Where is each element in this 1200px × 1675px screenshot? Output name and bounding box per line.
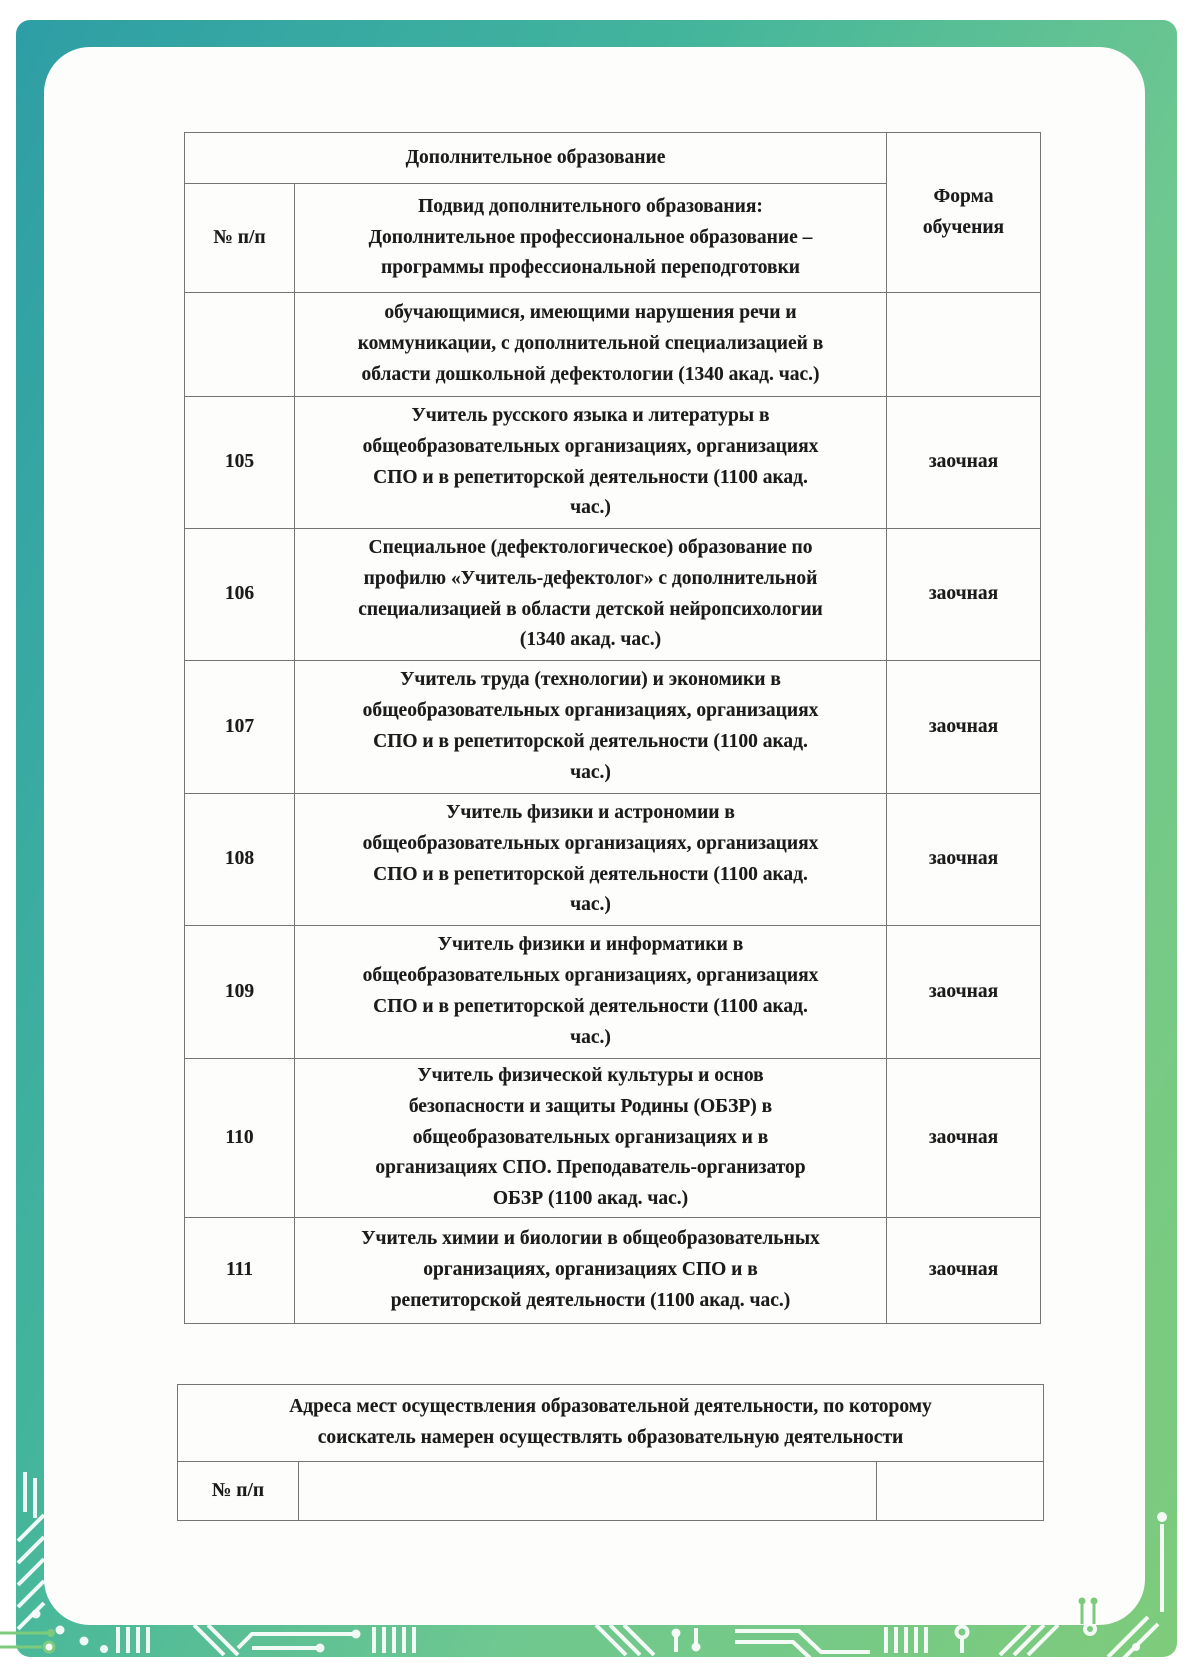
form-cell: заочная (887, 1217, 1041, 1323)
program-cell: Учитель русского языка и литературы в общеобразовательных организациях, организациях СПО и в репетиторской деятельности (1100 акад. час.) (295, 397, 887, 529)
program-cell: Учитель химии и биологии в общеобразовательных организациях, организациях СПО и в репетиторской деятельности (1100 акад. час.) (295, 1217, 887, 1323)
program-cell: обучающимися, имеющими нарушения речи и коммуникации, с дополнительной специализацией в области дошкольной дефектологии (1340 акад. час.) (295, 293, 887, 397)
form-cell: заочная (887, 529, 1041, 661)
program-cell: Специальное (дефектологическое) образование по профилю «Учитель-дефектолог» с дополнительной специализацией в области детской нейропсихологии (1340 акад. час.) (295, 529, 887, 661)
table-row (178, 1462, 1044, 1521)
section-title-cell: Дополнительное образование (185, 133, 887, 184)
row-number-cell: 106 (185, 529, 295, 661)
form-cell: заочная (887, 1059, 1041, 1218)
form-header-cell: Форма обучения (887, 133, 1041, 293)
table-row (185, 1059, 1041, 1218)
table-row-title (178, 1385, 1044, 1462)
form-cell: заочная (887, 397, 1041, 529)
form-cell: заочная (887, 661, 1041, 794)
row-number-cell: 109 (185, 926, 295, 1059)
program-cell: Учитель физической культуры и основ безопасности и защиты Родины (ОБЗР) в общеобразовательных организациях и в организациях СПО. Преподаватель-организатор ОБЗР (1100 акад. час.) (295, 1059, 887, 1218)
row-number-cell: 111 (185, 1217, 295, 1323)
addresses-title-cell: Адреса мест осуществления образовательной деятельности, по которому соискатель намерен осуществлять образовательную деятельности (178, 1385, 1044, 1462)
education-programs-table (184, 132, 1041, 1324)
row-number-cell: 110 (185, 1059, 295, 1218)
row-number-cell: 105 (185, 397, 295, 529)
table-row-title (185, 133, 1041, 184)
circuit-traces-green-margin (0, 1604, 1094, 1652)
table-row (185, 1217, 1041, 1323)
form-cell: заочная (887, 794, 1041, 926)
row-number-cell: 107 (185, 661, 295, 794)
row-number-cell (185, 293, 295, 397)
row-number-cell: 108 (185, 794, 295, 926)
form-cell (887, 293, 1041, 397)
circuit-vias-green (47, 1598, 1098, 1638)
table-row (185, 794, 1041, 926)
program-header-cell: Подвид дополнительного образования: Дополнительное профессиональное образование – программы профессиональной переподготовки (295, 184, 887, 293)
table-row (185, 926, 1041, 1059)
program-cell: Учитель труда (технологии) и экономики в общеобразовательных организациях, организациях СПО и в репетиторской деятельности (1100 акад. час.) (295, 661, 887, 794)
num-header-cell: № п/п (185, 184, 295, 293)
table-row (185, 397, 1041, 529)
program-cell: Учитель физики и информатики в общеобразовательных организациях, организациях СПО и в репетиторской деятельности (1100 акад. час.) (295, 926, 887, 1059)
address-extra-cell (877, 1462, 1044, 1521)
program-cell: Учитель физики и астрономии в общеобразовательных организациях, организациях СПО и в репетиторской деятельности (1100 акад. час.) (295, 794, 887, 926)
addresses-table (177, 1384, 1044, 1521)
table-row (185, 661, 1041, 794)
table-row (185, 293, 1041, 397)
address-cell (299, 1462, 877, 1521)
form-cell: заочная (887, 926, 1041, 1059)
table-row (185, 529, 1041, 661)
num-header-cell: № п/п (178, 1462, 299, 1521)
